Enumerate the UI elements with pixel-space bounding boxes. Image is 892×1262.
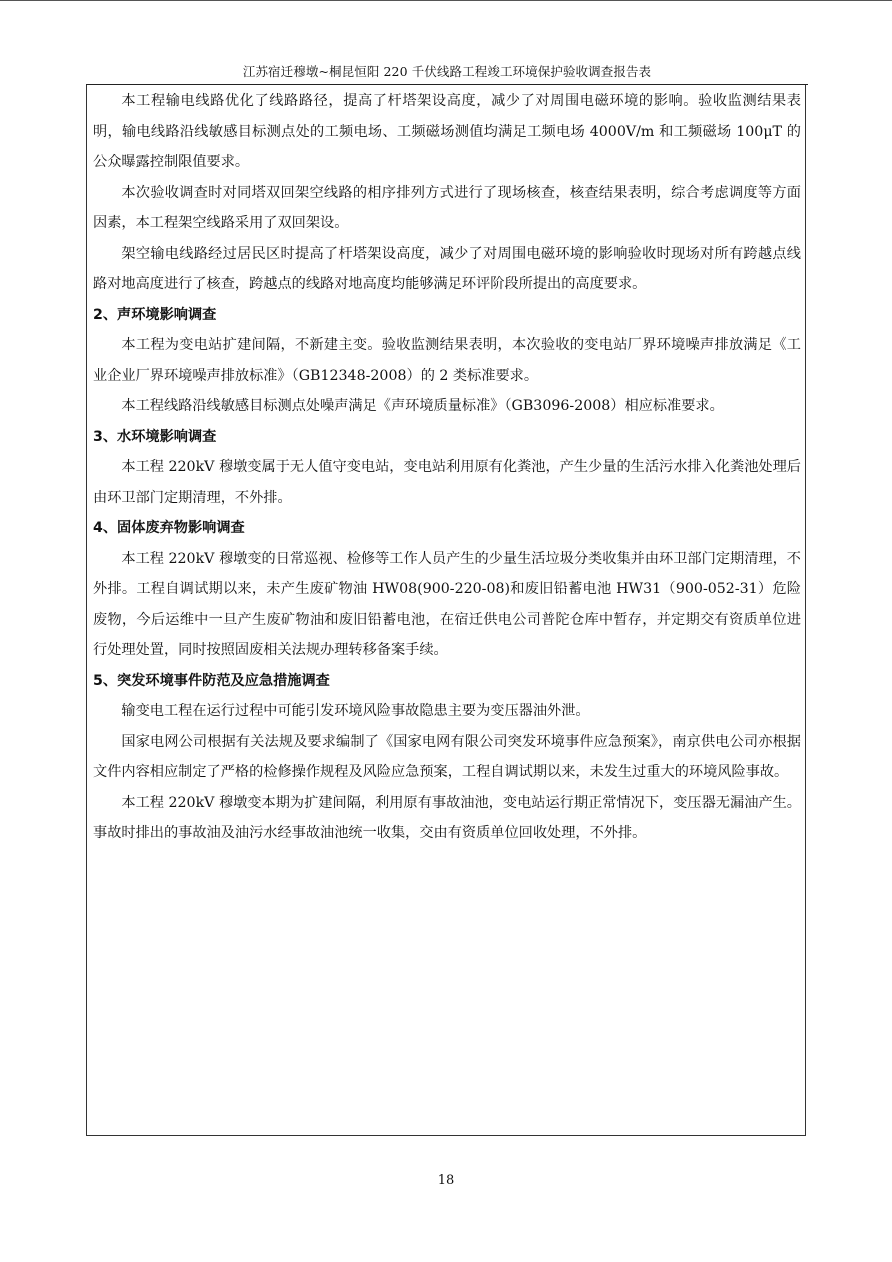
report-content [93, 86, 801, 849]
paragraph: 本工程线路沿线敏感目标测点处噪声满足《声环境质量标准》（GB3096-2008）相应标准要求。 [121, 398, 724, 414]
paragraph: 国家电网公司根据有关法规及要求编制了《国家电网有限公司突发环境事件应急预案》，南京供电公司亦根据文件内容相应制定了严格的检修操作规程及风险应急预案，工程自调试期以来，未发生过重大的环境风险事故。 [93, 733, 801, 780]
section-heading-emergency: 5、突发环境事件防范及应急措施调查 [93, 672, 330, 689]
paragraph: 本工程输电线路优化了线路路径，提高了杆塔架设高度，减少了对周围电磁环境的影响。验收监测结果表明，输电线路沿线敏感目标测点处的工频电场、工频磁场测值均满足工频电场 4000V/m 和工频磁场 100μT 的公众曝露控制限值要求。 [93, 93, 801, 170]
paragraph: 输变电工程在运行过程中可能引发环境风险事故隐患主要为变压器油外泄。 [121, 703, 590, 719]
paragraph: 本次验收调查时对同塔双回架空线路的相序排列方式进行了现场核查，核查结果表明，综合考虑调度等方面因素，本工程架空线路采用了双回架设。 [93, 184, 801, 231]
page-number: 18 [437, 1173, 455, 1188]
paragraph: 架空输电线路经过居民区时提高了杆塔架设高度，减少了对周围电磁环境的影响验收时现场对所有跨越点线路对地高度进行了核查，跨越点的线路对地高度均能够满足环评阶段所提出的高度要求。 [93, 245, 801, 292]
section-heading-noise: 2、声环境影响调查 [93, 306, 217, 323]
section-heading-solid-waste: 4、固体废弃物影响调查 [93, 520, 245, 536]
section-heading-water: 3、水环境影响调查 [93, 428, 217, 445]
paragraph: 本工程 220kV 穆墩变属于无人值守变电站，变电站利用原有化粪池，产生少量的生活污水排入化粪池处理后由环卫部门定期清理，不外排。 [93, 459, 801, 506]
running-header: 江苏宿迁穆墩~桐昆恒阳 220 千伏线路工程竣工环境保护验收调查报告表 [242, 64, 652, 79]
paragraph: 本工程 220kV 穆墩变的日常巡视、检修等工作人员产生的少量生活垃圾分类收集并由环卫部门定期清理，不外排。工程自调试期以来，未产生废矿物油 HW08(900-220-08)和废旧铅蓄电池 HW31（900-052-31）危险废物，今后运维中一旦产生废矿物油和废旧铅蓄电池，在宿迁供电公司普陀仓库中暂存，并定期交有资质单位进行处理处置，同时按照固废相关法规办理转移备案手续。 [93, 550, 801, 658]
paragraph: 本工程 220kV 穆墩变本期为扩建间隔，利用原有事故油池，变电站运行期正常情况下，变压器无漏油产生。事故时排出的事故油及油污水经事故油池统一收集，交由有资质单位回收处理，不外排。 [93, 794, 801, 841]
page-top-rule [0, 0, 892, 1]
paragraph: 本工程为变电站扩建间隔，不新建主变。验收监测结果表明，本次验收的变电站厂界环境噪声排放满足《工业企业厂界环境噪声排放标准》（GB12348-2008）的 2 类标准要求。 [93, 337, 801, 384]
